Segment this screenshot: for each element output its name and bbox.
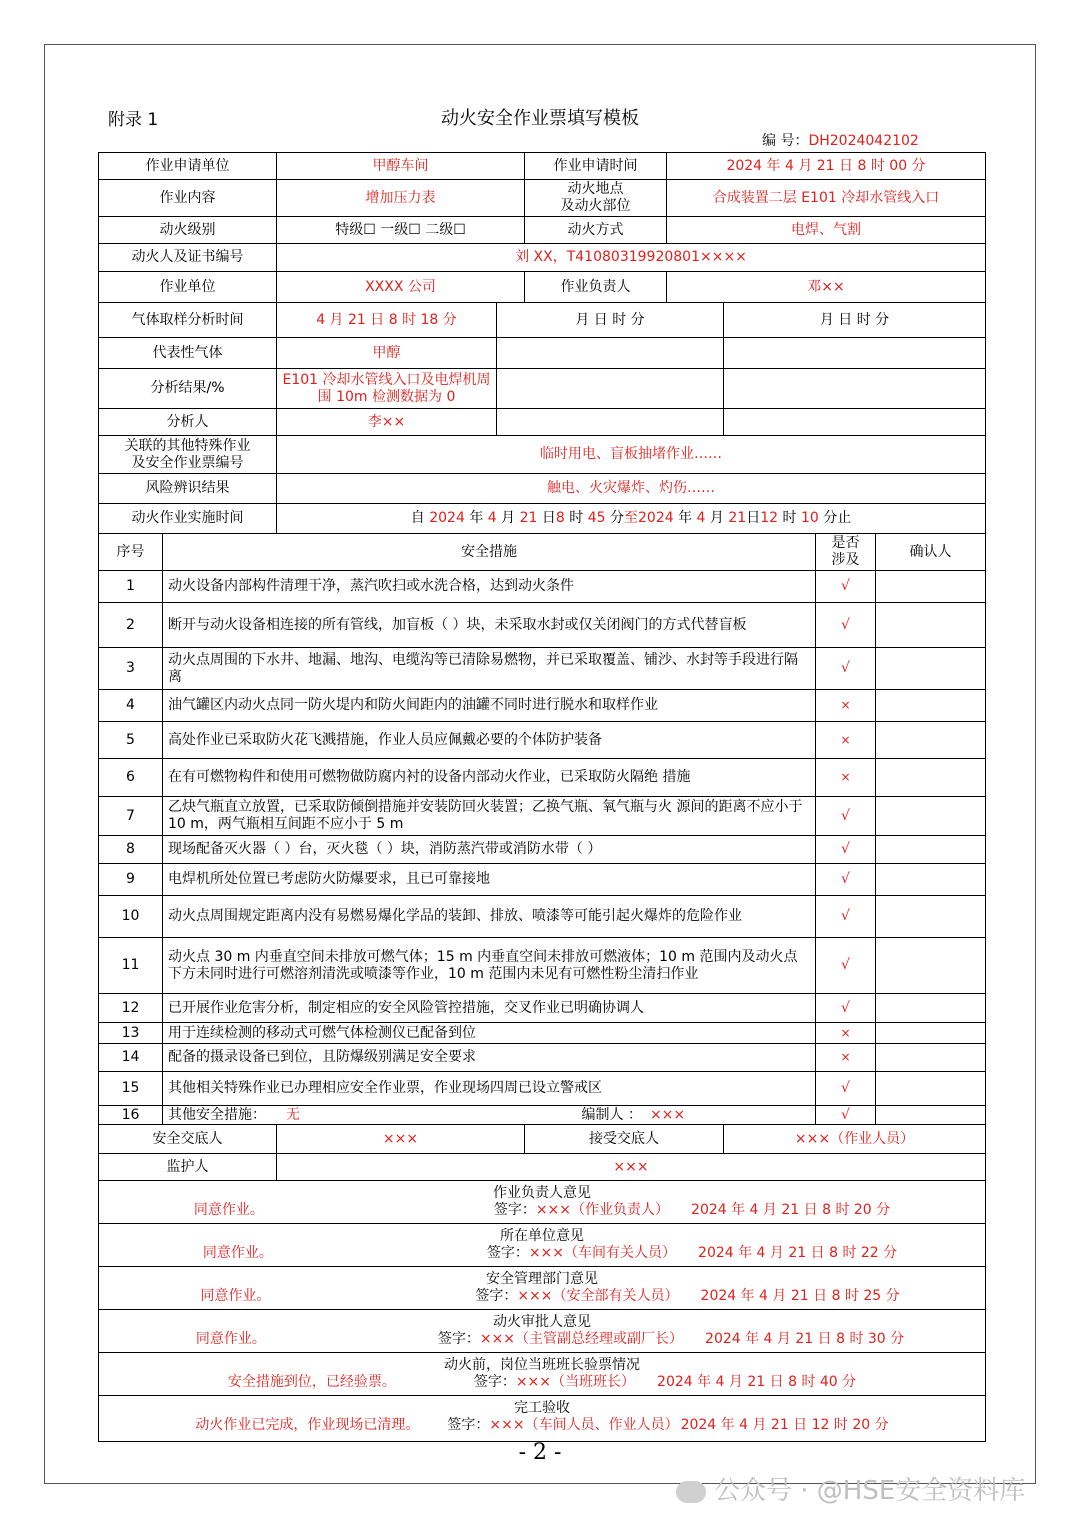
measure-no: 8 xyxy=(99,836,163,864)
apply-time-label: 作业申请时间 xyxy=(525,153,667,180)
opinion-title: 安全管理部门意见 xyxy=(486,1271,598,1287)
gas-value-2 xyxy=(497,338,724,369)
method-value: 电焊、气割 xyxy=(667,217,986,244)
period-end-hour: 12 xyxy=(760,510,779,526)
level-options: 特级☐ 一级☐ 二级☐ xyxy=(277,217,525,244)
table-row xyxy=(99,603,986,648)
opinion-title: 完工验收 xyxy=(514,1400,570,1416)
table-row xyxy=(99,896,986,938)
table-row xyxy=(99,797,986,836)
hot-work-permit-table xyxy=(98,152,986,1442)
period-end-suffix: 分止 xyxy=(823,510,852,526)
opinion-sign-label: 签字： xyxy=(475,1288,518,1304)
opinion-title: 动火审批人意见 xyxy=(493,1314,591,1330)
measure-mark: √ xyxy=(816,1106,876,1125)
period-end-day: 21 xyxy=(728,510,747,526)
handover-receiver-value: ×××（作业人员） xyxy=(724,1125,986,1154)
measure-no: 9 xyxy=(99,864,163,896)
opinion-row xyxy=(99,1396,986,1442)
row-risk xyxy=(99,474,986,504)
period-to: 至 xyxy=(624,510,638,526)
row-result xyxy=(99,369,986,409)
handover-receiver-label: 接受交底人 xyxy=(525,1125,724,1154)
measure-confirm xyxy=(876,1106,986,1125)
opinion-title: 动火前，岗位当班班长验票情况 xyxy=(444,1357,640,1373)
measure-text: 动火点周围的下水井、地漏、地沟、电缆沟等已清除易燃物，并已采取覆盖、铺沙、水封等手段进行隔离 xyxy=(163,648,816,690)
method-label: 动火方式 xyxy=(525,217,667,244)
opinion-text: 同意作业。 xyxy=(200,1288,271,1304)
opinion-sign-label: 签字： xyxy=(447,1417,490,1433)
location-value: 合成装置二层 E101 冷却水管线入口 xyxy=(667,180,986,217)
measure-text: 用于连续检测的移动式可燃气体检测仪已配备到位 xyxy=(163,1023,816,1044)
watermark-text: 公众号 · @HSE安全资料库 xyxy=(714,1476,1026,1506)
measure-mark: √ xyxy=(816,836,876,864)
measure-confirm xyxy=(876,722,986,759)
row-work-unit xyxy=(99,272,986,303)
measure-text: 动火设备内部构件清理干净，蒸汽吹扫或水洗合格，达到动火条件 xyxy=(163,571,816,603)
opinion-cell xyxy=(99,1224,986,1267)
measure-confirm xyxy=(876,648,986,690)
period-minute-unit: 分 xyxy=(610,510,624,526)
opinion-sign-label: 签字： xyxy=(437,1331,480,1347)
table-row xyxy=(99,1072,986,1106)
measure-text: 动火点周围规定距离内没有易燃易爆化学品的装卸、排放、喷漆等可能引起火爆炸的危险作业 xyxy=(163,896,816,938)
opinion-sign-label: 签字： xyxy=(473,1374,516,1390)
measure-confirm xyxy=(876,896,986,938)
measure-confirm xyxy=(876,864,986,896)
period-end-minute: 10 xyxy=(800,510,819,526)
gas-time-1: 4 月 21 日 8 时 18 分 xyxy=(277,303,497,338)
leader-value: 邓×× xyxy=(667,272,986,303)
result-value-2 xyxy=(497,369,724,409)
worker-value: 刘 XX，T41080319920801×××× xyxy=(277,244,986,272)
table-row xyxy=(99,938,986,994)
measure-confirm xyxy=(876,938,986,994)
measures-header-text: 安全措施 xyxy=(163,534,816,571)
measure-mark: √ xyxy=(816,1072,876,1106)
measure-no: 15 xyxy=(99,1072,163,1106)
measure-mark: √ xyxy=(816,797,876,836)
measure-no: 4 xyxy=(99,690,163,722)
opinion-row xyxy=(99,1224,986,1267)
measure-text: 断开与动火设备相连接的所有管线，加盲板（ ）块，未采取水封或仅关闭阀门的方式代替盲板 xyxy=(163,603,816,648)
measure-no: 16 xyxy=(99,1106,163,1125)
measure-no: 12 xyxy=(99,994,163,1023)
opinion-date: 2024 年 4 月 21 日 12 时 20 分 xyxy=(680,1417,889,1433)
measure-confirm xyxy=(876,994,986,1023)
result-value-1: E101 冷却水管线入口及电焊机周围 10m 检测数据为 0 xyxy=(277,369,497,409)
worker-label: 动火人及证书编号 xyxy=(99,244,277,272)
measure-mark: √ xyxy=(816,896,876,938)
table-row xyxy=(99,690,986,722)
related-value: 临时用电、盲板抽堵作业…… xyxy=(277,436,986,474)
period-value xyxy=(277,504,986,534)
opinion-date: 2024 年 4 月 21 日 8 时 30 分 xyxy=(705,1331,905,1347)
analyst-value-2 xyxy=(497,409,724,436)
content-label: 作业内容 xyxy=(99,180,277,217)
opinion-signer: ×××（当班班长） xyxy=(515,1374,636,1390)
measure-text: 高处作业已采取防火花飞溅措施，作业人员应佩戴必要的个体防护装备 xyxy=(163,722,816,759)
opinion-signer: ×××（车间有关人员） xyxy=(528,1245,677,1261)
row-worker xyxy=(99,244,986,272)
handover-giver-label: 安全交底人 xyxy=(99,1125,277,1154)
apply-time-value: 2024 年 4 月 21 日 8 时 00 分 xyxy=(667,153,986,180)
opinion-cell xyxy=(99,1353,986,1396)
gas-value-3 xyxy=(724,338,986,369)
table-row xyxy=(99,571,986,603)
measure-mark: × xyxy=(816,722,876,759)
period-year-unit-2: 年 xyxy=(678,510,693,526)
analyst-value-1: 李×× xyxy=(277,409,497,436)
table-row xyxy=(99,648,986,690)
opinion-sign-label: 签字： xyxy=(493,1202,536,1218)
measure-confirm xyxy=(876,1044,986,1072)
measure-no: 3 xyxy=(99,648,163,690)
period-start-month: 4 xyxy=(487,510,497,526)
row-handover xyxy=(99,1125,986,1154)
guard-label: 监护人 xyxy=(99,1154,277,1181)
period-month-unit: 月 xyxy=(501,510,516,526)
measures-header-row xyxy=(99,534,986,571)
measure-confirm xyxy=(876,1023,986,1044)
measure-confirm xyxy=(876,836,986,864)
document-number-label: 编 号： xyxy=(762,133,809,149)
analyst-value-3 xyxy=(724,409,986,436)
table-row xyxy=(99,994,986,1023)
document-number-value: DH2024042102 xyxy=(808,133,919,149)
opinion-cell xyxy=(99,1181,986,1224)
document-title: 动火安全作业票填写模板 xyxy=(441,108,639,129)
opinion-text: 同意作业。 xyxy=(193,1202,264,1218)
measure-mark: √ xyxy=(816,571,876,603)
measure-mark: √ xyxy=(816,603,876,648)
row-apply xyxy=(99,153,986,180)
period-end-month: 4 xyxy=(696,510,706,526)
table-row xyxy=(99,1106,986,1125)
measure-confirm xyxy=(876,690,986,722)
measure-16-author xyxy=(497,1106,816,1125)
measure-mark: × xyxy=(816,690,876,722)
period-year-unit: 年 xyxy=(469,510,484,526)
leader-label: 作业负责人 xyxy=(525,272,667,303)
measure-16-author-label: 编制人 ： xyxy=(581,1106,642,1123)
table-row xyxy=(99,722,986,759)
measure-mark: √ xyxy=(816,864,876,896)
opinion-date: 2024 年 4 月 21 日 8 时 22 分 xyxy=(698,1245,898,1261)
result-value-3 xyxy=(724,369,986,409)
measure-text: 其他相关特殊作业已办理相应安全作业票，作业现场四周已设立警戒区 xyxy=(163,1072,816,1106)
measure-mark: √ xyxy=(816,938,876,994)
opinion-signer: ×××（主管副总经理或副厂长） xyxy=(479,1331,684,1347)
watermark xyxy=(676,1470,1056,1506)
appendix-label: 附录 1 xyxy=(108,110,159,130)
table-row xyxy=(99,1044,986,1072)
period-start-minute: 45 xyxy=(587,510,606,526)
table-row xyxy=(99,759,986,797)
gas-time-3: 月 日 时 分 xyxy=(724,303,986,338)
measure-16-author-value: ××× xyxy=(649,1106,686,1123)
measure-text: 已开展作业危害分析，制定相应的安全风险管控措施，交叉作业已明确协调人 xyxy=(163,994,816,1023)
opinion-cell xyxy=(99,1267,986,1310)
result-label: 分析结果/% xyxy=(99,369,277,409)
period-label: 动火作业实施时间 xyxy=(99,504,277,534)
opinion-text: 安全措施到位，已经验票。 xyxy=(227,1374,396,1390)
measure-confirm xyxy=(876,571,986,603)
period-from: 自 xyxy=(410,510,425,526)
work-unit-value: XXXX 公司 xyxy=(277,272,525,303)
work-unit-label: 作业单位 xyxy=(99,272,277,303)
opinion-date: 2024 年 4 月 21 日 8 时 40 分 xyxy=(657,1374,857,1390)
measure-no: 10 xyxy=(99,896,163,938)
opinion-date: 2024 年 4 月 21 日 8 时 25 分 xyxy=(700,1288,900,1304)
risk-label: 风险辨识结果 xyxy=(99,474,277,504)
table-row xyxy=(99,836,986,864)
row-gas xyxy=(99,338,986,369)
measures-header-involved: 是否 涉及 xyxy=(816,534,876,571)
period-start-day: 21 xyxy=(519,510,538,526)
row-related xyxy=(99,436,986,474)
measure-no: 1 xyxy=(99,571,163,603)
measure-text: 动火点 30 m 内垂直空间未排放可燃气体；15 m 内垂直空间未排放可燃液体；10 m 范围内及动火点下方未同时进行可燃溶剂清洗或喷漆等作业，10 m 范围内未见有可燃性粉尘清扫作业 xyxy=(163,938,816,994)
measure-text: 油气罐区内动火点同一防火堤内和防火间距内的油罐不同时进行脱水和取样作业 xyxy=(163,690,816,722)
opinion-row xyxy=(99,1353,986,1396)
opinion-title: 所在单位意见 xyxy=(500,1228,584,1244)
opinion-signer: ×××（安全部有关人员） xyxy=(517,1288,679,1304)
guard-value: ××× xyxy=(277,1154,986,1181)
opinion-date: 2024 年 4 月 21 日 8 时 20 分 xyxy=(691,1202,891,1218)
content-value: 增加压力表 xyxy=(277,180,525,217)
measure-no: 13 xyxy=(99,1023,163,1044)
measure-16-value: 无 xyxy=(286,1106,300,1123)
period-hour-unit: 时 xyxy=(569,510,584,526)
period-day-unit-2: 日 xyxy=(746,510,761,526)
measures-header-confirm: 确认人 xyxy=(876,534,986,571)
handover-giver-value: ××× xyxy=(277,1125,525,1154)
analyst-label: 分析人 xyxy=(99,409,277,436)
apply-unit-label: 作业申请单位 xyxy=(99,153,277,180)
related-label: 关联的其他特殊作业 及安全作业票编号 xyxy=(99,436,277,474)
row-level xyxy=(99,217,986,244)
measure-16-label: 其他安全措施： xyxy=(168,1106,266,1123)
period-start-year: 2024 xyxy=(429,510,465,526)
opinion-signer: ×××（作业负责人） xyxy=(535,1202,670,1218)
measure-16-other xyxy=(163,1106,497,1125)
page-number: - 2 - xyxy=(518,1440,562,1465)
measure-no: 14 xyxy=(99,1044,163,1072)
period-month-unit-2: 月 xyxy=(709,510,724,526)
row-analyst xyxy=(99,409,986,436)
period-end-year: 2024 xyxy=(638,510,674,526)
measure-mark: √ xyxy=(816,648,876,690)
document-number xyxy=(762,130,919,150)
measure-text: 配备的摄录设备已到位，且防爆级别满足安全要求 xyxy=(163,1044,816,1072)
apply-unit-value: 甲醇车间 xyxy=(277,153,525,180)
opinion-text: 同意作业。 xyxy=(202,1245,273,1261)
row-period xyxy=(99,504,986,534)
wechat-icon xyxy=(676,1481,706,1503)
measure-no: 6 xyxy=(99,759,163,797)
measure-no: 11 xyxy=(99,938,163,994)
measure-text: 现场配备灭火器（ ）台，灭火毯（ ）块，消防蒸汽带或消防水带（ ） xyxy=(163,836,816,864)
measure-mark: × xyxy=(816,1023,876,1044)
row-content xyxy=(99,180,986,217)
gas-time-label: 气体取样分析时间 xyxy=(99,303,277,338)
measure-text: 乙炔气瓶直立放置，已采取防倾倒措施并安装防回火装置；乙换气瓶、氧气瓶与火 源间的距离不应小于 10 m，两气瓶相互间距不应小于 5 m xyxy=(163,797,816,836)
table-row xyxy=(99,864,986,896)
measure-confirm xyxy=(876,1072,986,1106)
measure-confirm xyxy=(876,797,986,836)
opinion-title: 作业负责人意见 xyxy=(493,1185,591,1201)
opinion-row xyxy=(99,1181,986,1224)
measure-no: 7 xyxy=(99,797,163,836)
period-day-unit: 日 xyxy=(541,510,556,526)
measure-text: 在有可燃物构件和使用可燃物做防腐内衬的设备内部动火作业，已采取防火隔绝 措施 xyxy=(163,759,816,797)
gas-time-2: 月 日 时 分 xyxy=(497,303,724,338)
gas-label: 代表性气体 xyxy=(99,338,277,369)
opinion-sign-label: 签字： xyxy=(486,1245,529,1261)
measure-no: 2 xyxy=(99,603,163,648)
measures-header-no: 序号 xyxy=(99,534,163,571)
opinion-row xyxy=(99,1267,986,1310)
opinion-row xyxy=(99,1310,986,1353)
row-gas-time xyxy=(99,303,986,338)
measure-mark: × xyxy=(816,1044,876,1072)
opinion-signer: ×××（车间人员、作业人员） xyxy=(489,1417,679,1433)
measure-no: 5 xyxy=(99,722,163,759)
period-start-hour: 8 xyxy=(555,510,565,526)
opinion-cell xyxy=(99,1396,986,1442)
opinion-cell xyxy=(99,1310,986,1353)
period-hour-unit-2: 时 xyxy=(782,510,797,526)
opinion-text: 动火作业已完成，作业现场已清理。 xyxy=(195,1417,420,1433)
measure-mark: × xyxy=(816,759,876,797)
table-row xyxy=(99,1023,986,1044)
row-guard xyxy=(99,1154,986,1181)
location-label: 动火地点 及动火部位 xyxy=(525,180,667,217)
measure-text: 电焊机所处位置已考虑防火防爆要求，且已可靠接地 xyxy=(163,864,816,896)
measure-mark: √ xyxy=(816,994,876,1023)
risk-value: 触电、火灾爆炸、灼伤…… xyxy=(277,474,986,504)
measure-confirm xyxy=(876,759,986,797)
opinion-text: 同意作业。 xyxy=(195,1331,266,1347)
measure-confirm xyxy=(876,603,986,648)
gas-value-1: 甲醇 xyxy=(277,338,497,369)
level-label: 动火级别 xyxy=(99,217,277,244)
